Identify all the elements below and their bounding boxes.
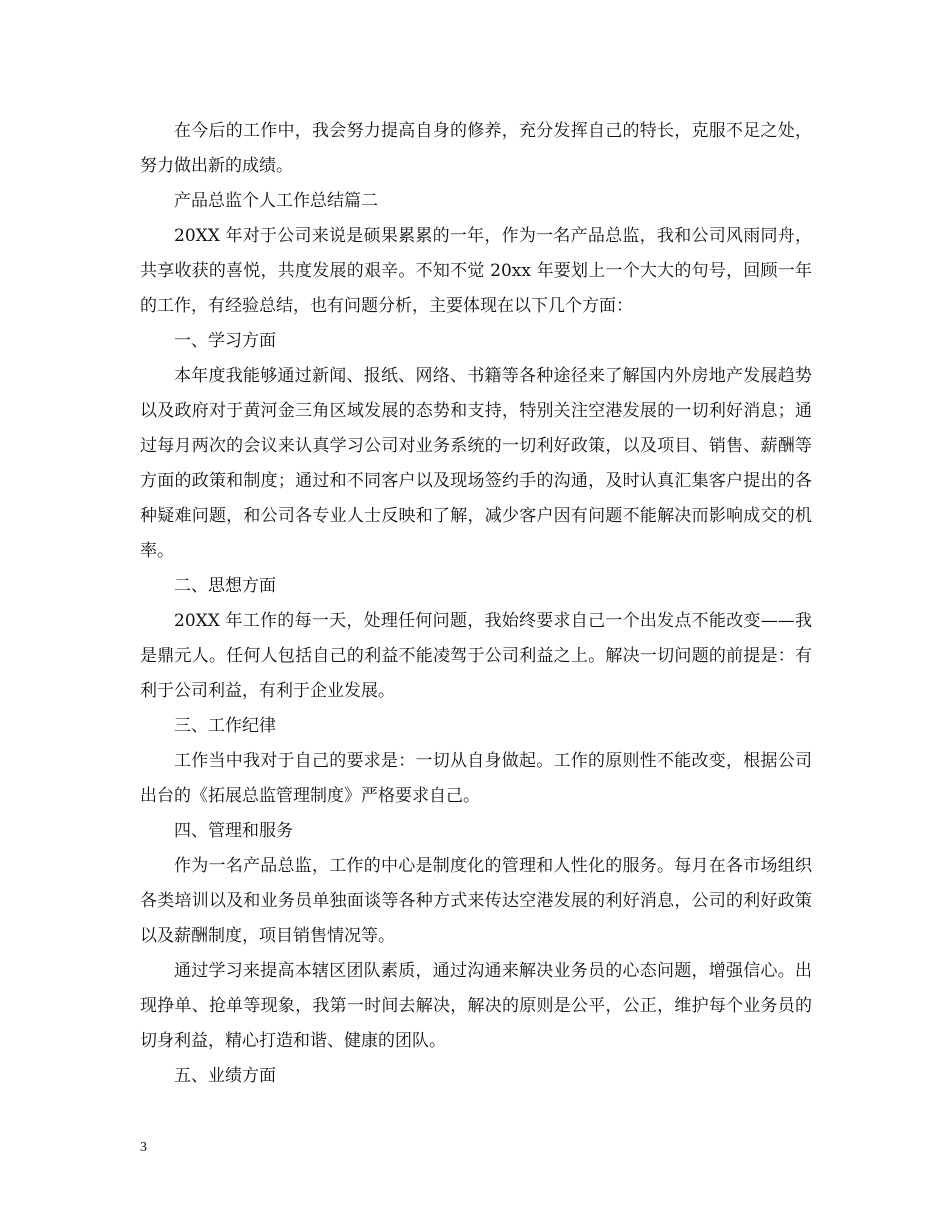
heading-study: 一、学习方面 bbox=[174, 331, 276, 351]
paragraph-closing: 在今后的工作中，我会努力提高自身的修养，充分发挥自己的特长，克服不足之处，努力做出新的成绩。 bbox=[140, 121, 812, 176]
paragraph-discipline: 工作当中我对于自己的要求是：一切从自身做起。工作的原则性不能改变，根据公司出台的《拓展总监管理制度》严格要求自己。 bbox=[140, 751, 812, 806]
section-title: 产品总监个人工作总结篇二 bbox=[174, 191, 378, 211]
document-body bbox=[140, 114, 812, 1094]
paragraph-intro: 20XX 年对于公司来说是硕果累累的一年，作为一名产品总监，我和公司风雨同舟，共享收获的喜悦，共度发展的艰辛。不知不觉 20xx 年要划上一个大大的句号，回顾一年的工作，有经验总结，也有问题分析，主要体现在以下几个方面： bbox=[140, 226, 812, 316]
paragraph-management: 作为一名产品总监，工作的中心是制度化的管理和人性化的服务。每月在各市场组织各类培训以及和业务员单独面谈等各种方式来传达空港发展的利好消息，公司的利好政策以及薪酬制度，项目销售情况等。 bbox=[140, 856, 812, 946]
heading-thinking: 二、思想方面 bbox=[174, 576, 276, 596]
paragraph-thinking: 20XX 年工作的每一天，处理任何问题，我始终要求自己一个出发点不能改变——我是鼎元人。任何人包括自己的利益不能凌驾于公司利益之上。解决一切问题的前提是：有利于公司利益，有利于企业发展。 bbox=[140, 611, 812, 701]
heading-performance: 五、业绩方面 bbox=[174, 1066, 276, 1086]
heading-discipline: 三、工作纪律 bbox=[174, 716, 276, 736]
page-number: 3 bbox=[140, 1140, 147, 1155]
heading-management: 四、管理和服务 bbox=[174, 821, 293, 841]
paragraph-team: 通过学习来提高本辖区团队素质，通过沟通来解决业务员的心态问题，增强信心。出现挣单、抢单等现象，我第一时间去解决，解决的原则是公平，公正，维护每个业务员的切身利益，精心打造和谐、健康的团队。 bbox=[140, 961, 812, 1051]
paragraph-study: 本年度我能够通过新闻、报纸、网络、书籍等各种途径来了解国内外房地产发展趋势以及政府对于黄河金三角区域发展的态势和支持，特别关注空港发展的一切利好消息；通过每月两次的会议来认真学习公司对业务系统的一切利好政策，以及项目、销售、薪酬等方面的政策和制度；通过和不同客户以及现场签约手的沟通，及时认真汇集客户提出的各种疑难问题，和公司各专业人士反映和了解，减少客户因有问题不能解决而影响成交的机率。 bbox=[140, 366, 812, 561]
